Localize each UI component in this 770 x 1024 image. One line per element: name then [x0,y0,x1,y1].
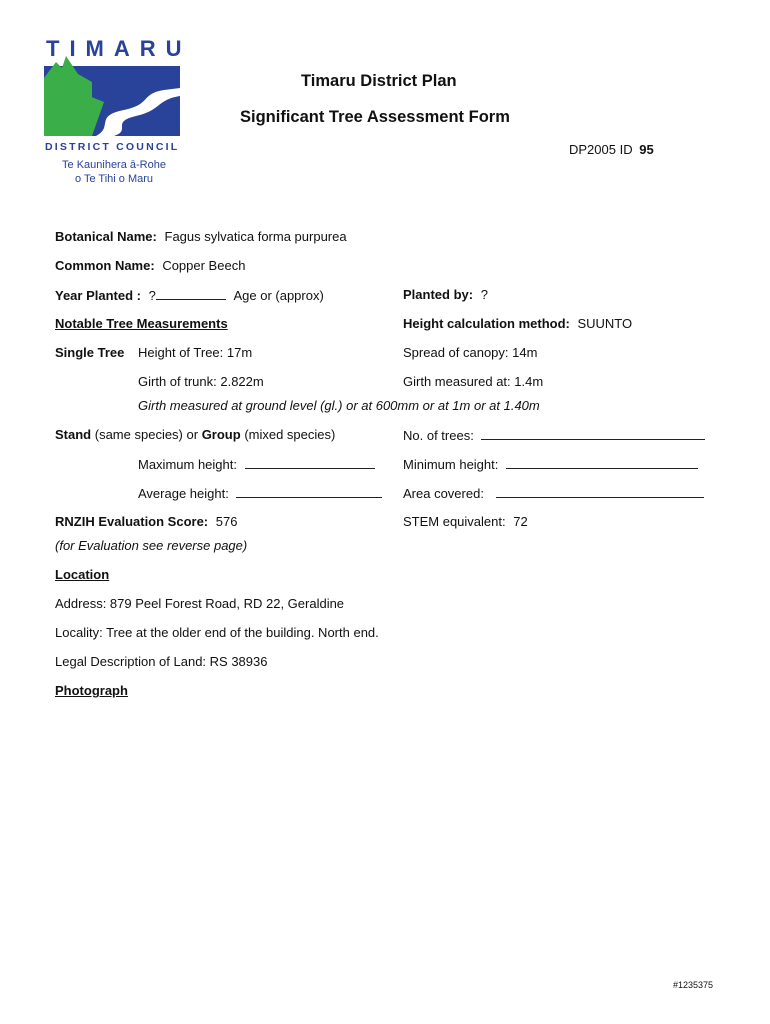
avg-height-row [138,485,382,501]
max-height-label: Maximum height: [138,457,237,472]
botanical-name-row [55,229,347,244]
location-heading: Location [55,567,110,582]
planted-by-label: Planted by: [403,287,474,302]
rnzih-label: RNZIH Evaluation Score: [55,514,209,529]
planted-by-row [403,287,488,302]
document-number: #1235375 [673,980,714,990]
area-covered-row [403,485,704,501]
year-planted-value: ? [148,288,156,303]
stem-label: STEM equivalent: [403,514,506,529]
logo-wordmark: TIMARU [46,36,192,61]
locality-text: Locality: Tree at the older end of the building. North end. [55,625,379,640]
planted-by-value: ? [480,287,488,302]
logo-maori-line2: o Te Tihi o Maru [74,173,154,185]
plan-title: Timaru District Plan [301,72,457,90]
form-title: Significant Tree Assessment Form [240,108,510,126]
area-covered-blank [496,485,704,498]
common-name-label: Common Name: [55,258,155,273]
year-planted-row [55,287,324,303]
age-label: Age or (approx) [233,288,324,303]
min-height-blank [506,456,698,469]
avg-height-blank [236,485,382,498]
year-planted-blank [156,287,226,300]
girth-of-trunk: Girth of trunk: 2.822m [138,374,264,389]
logo-landscape-icon [44,56,182,136]
no-of-trees-row [403,427,705,443]
legal-description-text: Legal Description of Land: RS 38936 [55,654,268,669]
logo-subtitle: DISTRICT COUNCIL [45,141,180,153]
photograph-heading: Photograph [55,683,128,698]
avg-height-label: Average height: [138,486,229,501]
girth-note: Girth measured at ground level (gl.) or at 600mm or at 1m or at 1.40m [138,398,540,413]
year-planted-label: Year Planted : [55,288,141,303]
document-id [569,142,654,157]
address-text: Address: 879 Peel Forest Road, RD 22, Geraldine [55,596,345,611]
max-height-row [138,456,375,472]
stand-label: Stand [55,427,92,442]
rnzih-row [55,514,237,529]
height-of-tree: Height of Tree: 17m [138,345,253,360]
stem-value: 72 [513,514,528,529]
group-label: Group [201,427,241,442]
no-of-trees-blank [481,427,705,440]
height-method-row [403,316,632,331]
single-tree-label: Single Tree [55,345,125,360]
spread-of-canopy: Spread of canopy: 14m [403,345,538,360]
min-height-row [403,456,698,472]
common-name-value: Copper Beech [162,258,246,273]
logo-maori-line1: Te Kaunihera ā-Rohe [62,159,166,171]
height-method-value: SUUNTO [577,316,633,331]
stand-same-species: (same species) or [94,427,199,442]
measurements-heading: Notable Tree Measurements [55,316,228,331]
max-height-blank [245,456,375,469]
area-covered-label: Area covered: [403,486,484,501]
common-name-row [55,258,245,273]
evaluation-note: (for Evaluation see reverse page) [55,538,248,553]
stem-row [403,514,528,529]
rnzih-value: 576 [215,514,238,529]
group-mixed-species: (mixed species) [244,427,336,442]
stand-group-row [55,427,335,442]
document-id-value: 95 [639,142,654,157]
girth-measured-at: Girth measured at: 1.4m [403,374,544,389]
document-id-label: DP2005 ID [569,142,633,157]
no-of-trees-label: No. of trees: [403,428,474,443]
min-height-label: Minimum height: [403,457,499,472]
height-method-label: Height calculation method: [403,316,570,331]
botanical-name-label: Botanical Name: [55,229,157,244]
botanical-name-value: Fagus sylvatica forma purpurea [164,229,347,244]
logo-maori-name [45,158,183,186]
